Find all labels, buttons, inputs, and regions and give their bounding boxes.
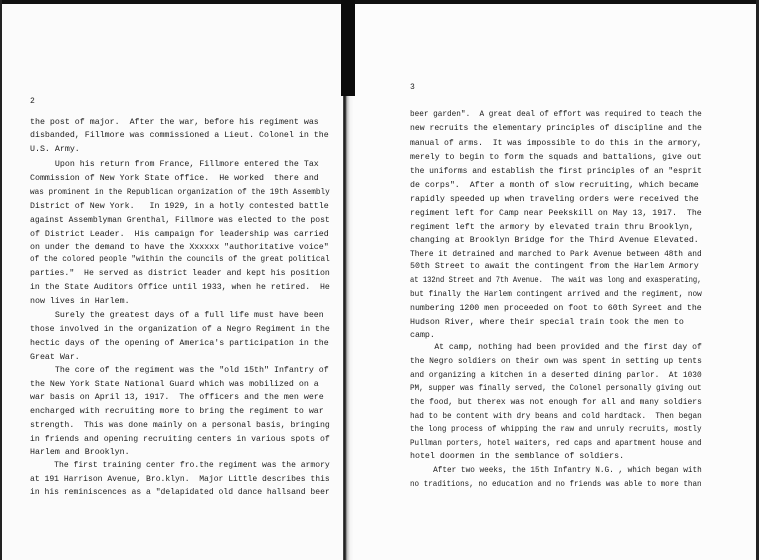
text-line: The first training center fro.the regiment was the armory [30, 461, 330, 470]
text-line: At camp, nothing had been provided and the first day of [410, 343, 702, 352]
text-line: Upon his return from France, Fillmore entered the Tax [30, 160, 319, 169]
text-line: disbanded, Fillmore was commissioned a Lieut. Colonel in the [30, 131, 329, 140]
text-line: on under the demand to have the Xxxxxx "authoritative voice" [30, 243, 329, 252]
text-line: Hudson River, where their special train took the men to [410, 318, 684, 327]
text-line: Great War. [30, 353, 80, 362]
text-line: strength. This was done mainly on a personal basis, bringing [30, 421, 330, 430]
text-line: manual of arms. It was impossible to do this in the armory, [410, 139, 702, 148]
text-line: in the State Auditors Office until 1933, when he retired. He [30, 283, 330, 292]
text-line: in friends and opening recruiting centers in various spots of [30, 435, 330, 444]
text-line: regiment left for Camp near Peekskill on May 13, 1917. The [410, 209, 702, 218]
text-line: at 132nd Street and 7th Avenue. The wait was long and exasperating, [410, 276, 702, 285]
text-line: of District Leader. His campaign for leadership was carried [30, 230, 329, 239]
text-line: de corps". After a month of slow recruiting, which became [410, 181, 699, 190]
text-line: beer garden". A great deal of effort was required to teach the [410, 110, 702, 119]
text-line: no traditions, no education and no friends was able to more than [410, 480, 702, 489]
text-line: parties." He served as district leader and kept his position [30, 269, 330, 278]
text-line: District of New York. In 1929, in a hotly contested battle [30, 202, 329, 211]
text-line: new recruits the elementary principles of discipline and the [410, 124, 702, 133]
text-line: rapidly speeded up when traveling orders were received the [410, 195, 699, 204]
text-line: the New York State National Guard which was mobilized on a [30, 380, 319, 389]
text-line: was prominent in the Republican organization of the 19th Assembly [30, 188, 330, 197]
text-line: the uniforms and establish the first principles of an "esprit [410, 167, 702, 176]
text-line: now lives in Harlem. [30, 297, 130, 306]
text-line: hectic days of the opening of America's participation in the [30, 339, 329, 348]
text-line: Surely the greatest days of a full life must have been [30, 311, 324, 320]
text-line: After two weeks, the 15th Infantry N.G. , which began with [410, 466, 702, 475]
text-line: The core of the regiment was the "old 15th" Infantry of [30, 366, 329, 375]
text-line: but finally the Harlem contingent arrived and the regiment, now [410, 290, 702, 299]
text-line: and organizing a kitchen in a deserted dining parlor. At 1030 [410, 371, 702, 380]
text-line: There it detrained and marched to Park Avenue between 48th and [410, 250, 702, 259]
right-page-number: 3 [410, 83, 415, 92]
text-line: had to be content with dry beans and cold hardtack. Then began [410, 412, 702, 421]
text-line: the long process of whipping the raw and unruly recruits, mostly [410, 425, 702, 434]
text-line: the post of major. After the war, before his regiment was [30, 118, 319, 127]
text-line: Harlem and Brooklyn. [30, 448, 130, 457]
text-line: 50th Street to await the contingent from the Harlem Armory [410, 262, 699, 271]
text-line: merely to begin to form the squads and battalions, give out [410, 153, 702, 162]
text-line: PM, supper was finally served, the Colonel personally giving out [410, 384, 702, 393]
text-line: U.S. Army. [30, 145, 80, 154]
text-line: at 191 Harrison Avenue, Bro.klyn. Major Little describes this [30, 475, 330, 484]
text-line: numbering 1200 men proceeded on foot to 60th Syreet and the [410, 304, 702, 313]
text-line: encharged with recruiting more to bring the regiment to war [30, 407, 324, 416]
text-line: in his reminiscences as a "delapidated old dance hallsand beer [30, 488, 330, 497]
text-line: war basis on April 13, 1917. The officers and the men were [30, 393, 324, 402]
left-page-number: 2 [30, 97, 35, 106]
text-line: Pullman porters, hotel waiters, red caps and apartment house and [410, 439, 702, 448]
text-line: hotel doormen in the semblance of soldiers. [410, 452, 625, 461]
text-line: those involved in the organization of a Negro Regiment in the [30, 325, 330, 334]
text-line: regiment left the armory by elevated train thru Brooklyn, [410, 223, 694, 232]
text-line: against Assemblyman Grenthal, Fillmore was elected to the post [30, 216, 330, 225]
gutter-shadow [341, 0, 355, 96]
text-line: the food, but therex was not enough for all and many soldiers [410, 398, 702, 407]
text-line: Commission of New York State office. He worked there and [30, 174, 319, 183]
text-line: the Negro soldiers on their own was spent in setting up tents [410, 357, 702, 366]
text-line: camp. [410, 331, 435, 340]
text-line: of the colored people "within the councils of the great political [30, 255, 330, 264]
text-line: changing at Brooklyn Bridge for the Third Avenue Elevated. [410, 236, 699, 245]
